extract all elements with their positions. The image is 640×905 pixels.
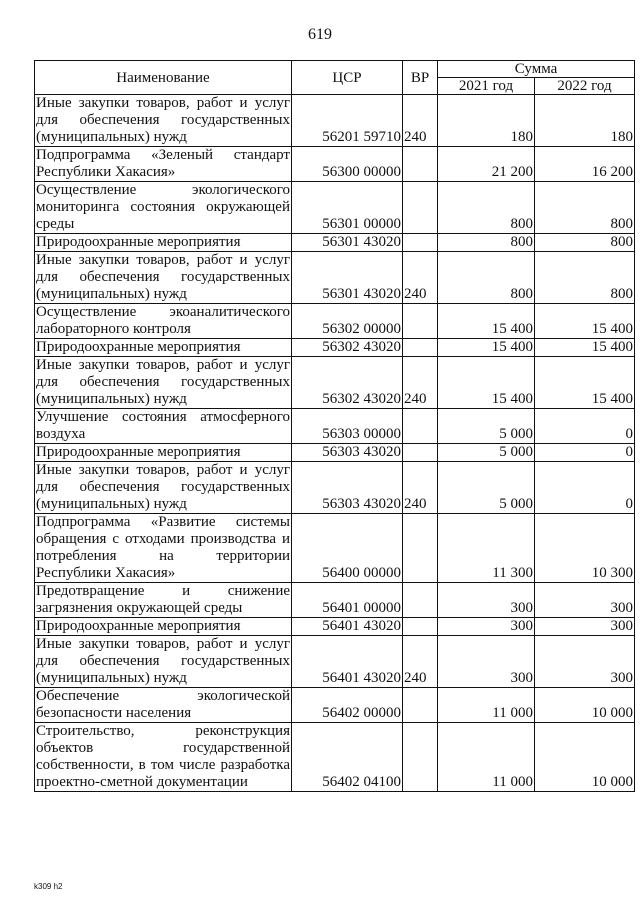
table-row <box>35 252 635 304</box>
amount-2021-cell: 15 400 <box>438 339 535 357</box>
header-name: Наименование <box>35 61 292 95</box>
vr-cell: 240 <box>403 462 438 514</box>
amount-2021-cell: 15 400 <box>438 357 535 409</box>
csr-cell: 56301 43020 <box>292 234 403 252</box>
table-row <box>35 688 635 723</box>
header-year-2022: 2022 год <box>535 78 635 95</box>
amount-2021-cell: 300 <box>438 618 535 636</box>
table-row <box>35 409 635 444</box>
table-row <box>35 147 635 182</box>
vr-cell <box>403 409 438 444</box>
table-row <box>35 182 635 234</box>
amount-2022-cell: 16 200 <box>535 147 635 182</box>
csr-cell: 56301 00000 <box>292 182 403 234</box>
vr-cell: 240 <box>403 95 438 147</box>
name-cell: Подпрограмма «Зеленый стандарт Республики Хакасия» <box>36 147 290 180</box>
amount-2021-cell: 300 <box>438 636 535 688</box>
amount-2022-cell: 300 <box>535 583 635 618</box>
csr-cell: 56303 00000 <box>292 409 403 444</box>
name-cell: Предотвращение и снижение загрязнения окружающей среды <box>36 583 290 616</box>
name-cell: Иные закупки товаров, работ и услуг для обеспечения государственных (муниципальных) нужд <box>36 95 290 145</box>
table-row <box>35 444 635 462</box>
amount-2022-cell: 300 <box>535 618 635 636</box>
table-row <box>35 95 635 147</box>
amount-2022-cell: 800 <box>535 252 635 304</box>
amount-2022-cell: 15 400 <box>535 357 635 409</box>
vr-cell <box>403 339 438 357</box>
header-vr: ВР <box>403 61 438 95</box>
header-year-2021: 2021 год <box>438 78 535 95</box>
amount-2022-cell: 800 <box>535 182 635 234</box>
csr-cell: 56302 00000 <box>292 304 403 339</box>
csr-cell: 56300 00000 <box>292 147 403 182</box>
csr-cell: 56201 59710 <box>292 95 403 147</box>
table-row <box>35 514 635 583</box>
table-row <box>35 234 635 252</box>
name-cell: Обеспечение экологической безопасности населения <box>36 688 290 721</box>
table-row <box>35 357 635 409</box>
amount-2022-cell: 10 300 <box>535 514 635 583</box>
name-cell: Природоохранные мероприятия <box>35 339 292 357</box>
amount-2022-cell: 300 <box>535 636 635 688</box>
amount-2021-cell: 300 <box>438 583 535 618</box>
amount-2021-cell: 800 <box>438 182 535 234</box>
vr-cell <box>403 234 438 252</box>
name-cell: Природоохранные мероприятия <box>35 234 292 252</box>
amount-2022-cell: 15 400 <box>535 339 635 357</box>
name-cell: Осуществление экологического мониторинга состояния окружающей среды <box>36 182 290 232</box>
vr-cell <box>403 182 438 234</box>
amount-2021-cell: 11 300 <box>438 514 535 583</box>
csr-cell: 56402 00000 <box>292 688 403 723</box>
csr-cell: 56402 04100 <box>292 723 403 792</box>
name-cell: Природоохранные мероприятия <box>35 444 292 462</box>
amount-2022-cell: 15 400 <box>535 304 635 339</box>
amount-2021-cell: 15 400 <box>438 304 535 339</box>
table-row <box>35 304 635 339</box>
amount-2021-cell: 180 <box>438 95 535 147</box>
name-cell: Природоохранные мероприятия <box>35 618 292 636</box>
amount-2022-cell: 0 <box>535 462 635 514</box>
vr-cell <box>403 688 438 723</box>
vr-cell: 240 <box>403 636 438 688</box>
csr-cell: 56303 43020 <box>292 462 403 514</box>
vr-cell <box>403 444 438 462</box>
amount-2021-cell: 5 000 <box>438 409 535 444</box>
vr-cell <box>403 618 438 636</box>
vr-cell: 240 <box>403 357 438 409</box>
name-cell: Иные закупки товаров, работ и услуг для обеспечения государственных (муниципальных) нужд <box>36 462 290 512</box>
name-cell: Иные закупки товаров, работ и услуг для обеспечения государственных (муниципальных) нужд <box>36 252 290 302</box>
name-cell: Строительство, реконструкция объектов государственной собственности, в том числе разработка проектно-сметной документации <box>36 723 290 790</box>
name-cell: Улучшение состояния атмосферного воздуха <box>36 409 290 442</box>
name-cell: Осуществление экоаналитического лабораторного контроля <box>36 304 290 337</box>
amount-2022-cell: 180 <box>535 95 635 147</box>
vr-cell: 240 <box>403 252 438 304</box>
csr-cell: 56303 43020 <box>292 444 403 462</box>
amount-2022-cell: 10 000 <box>535 688 635 723</box>
header-csr: ЦСР <box>292 61 403 95</box>
amount-2021-cell: 800 <box>438 234 535 252</box>
table-body <box>35 95 635 792</box>
name-cell: Иные закупки товаров, работ и услуг для обеспечения государственных (муниципальных) нужд <box>36 636 290 686</box>
footer-code: k309 h2 <box>34 882 63 891</box>
amount-2022-cell: 0 <box>535 444 635 462</box>
vr-cell <box>403 304 438 339</box>
csr-cell: 56401 00000 <box>292 583 403 618</box>
budget-table <box>34 60 635 792</box>
name-cell: Иные закупки товаров, работ и услуг для обеспечения государственных (муниципальных) нужд <box>36 357 290 407</box>
page-number: 619 <box>308 26 332 43</box>
csr-cell: 56401 43020 <box>292 636 403 688</box>
table-row <box>35 462 635 514</box>
amount-2021-cell: 11 000 <box>438 723 535 792</box>
amount-2021-cell: 800 <box>438 252 535 304</box>
csr-cell: 56401 43020 <box>292 618 403 636</box>
amount-2022-cell: 10 000 <box>535 723 635 792</box>
csr-cell: 56302 43020 <box>292 357 403 409</box>
amount-2021-cell: 11 000 <box>438 688 535 723</box>
table-header <box>35 61 635 95</box>
csr-cell: 56301 43020 <box>292 252 403 304</box>
amount-2022-cell: 800 <box>535 234 635 252</box>
vr-cell <box>403 723 438 792</box>
table-row <box>35 339 635 357</box>
amount-2021-cell: 21 200 <box>438 147 535 182</box>
vr-cell <box>403 514 438 583</box>
amount-2021-cell: 5 000 <box>438 444 535 462</box>
amount-2022-cell: 0 <box>535 409 635 444</box>
table-row <box>35 618 635 636</box>
header-sum: Сумма <box>438 61 635 78</box>
vr-cell <box>403 147 438 182</box>
vr-cell <box>403 583 438 618</box>
name-cell: Подпрограмма «Развитие системы обращения с отходами производства и потребления на территории Республики Хакасия» <box>36 514 290 581</box>
amount-2021-cell: 5 000 <box>438 462 535 514</box>
csr-cell: 56302 43020 <box>292 339 403 357</box>
table-row <box>35 723 635 792</box>
table-row <box>35 583 635 618</box>
table-row <box>35 636 635 688</box>
csr-cell: 56400 00000 <box>292 514 403 583</box>
